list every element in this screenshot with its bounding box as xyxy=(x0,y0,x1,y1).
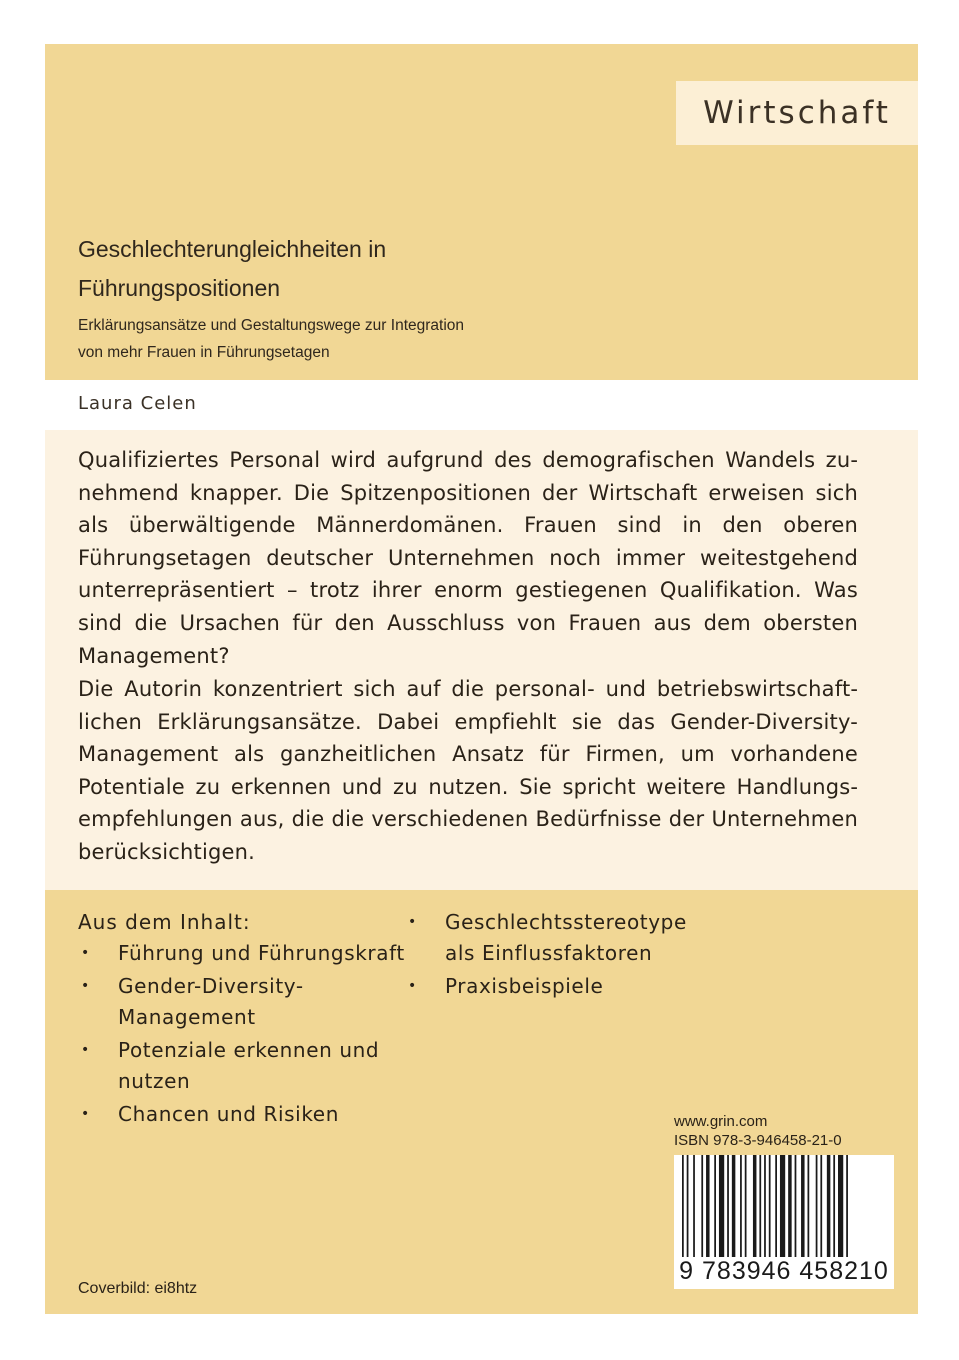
barcode-bar xyxy=(827,1155,831,1263)
barcode-bar xyxy=(745,1155,747,1263)
blurb-paragraph-1: Qualifiziertes Personal wird aufgrund des demografischen Wandels zunehmend knapper. Die Spitzenpositionen der Wirtschaft erweisen sich als überwältigende Männerdomänen. Frauen sind in den oberen Führungsetagen deutscher Unternehmen noch immer weitestgehend unterrepräsentiert – trotz ihrer enorm gestiegenen Qualifikation. Was sind die Ursachen für den Ausschluss von Frauen aus dem obersten Management? xyxy=(78,448,858,668)
barcode-bar xyxy=(764,1155,766,1263)
bullet-icon: • xyxy=(408,978,417,994)
barcode-bar xyxy=(693,1155,695,1263)
barcode-bar xyxy=(780,1155,785,1263)
barcode-bar xyxy=(838,1155,843,1263)
title-line-2: Führungspositionen xyxy=(78,275,281,301)
contents-item xyxy=(78,1035,418,1097)
category-label: Wirtschaft xyxy=(676,81,918,145)
contents-item-text: Praxisbeispiele xyxy=(445,974,604,998)
contents-item-text: Geschlechtsstereotype xyxy=(445,910,687,934)
subtitle-line-1: Erklärungsansätze und Gestaltungswege zur Integration xyxy=(78,317,465,334)
barcode-bar xyxy=(719,1155,724,1263)
book-subtitle xyxy=(78,312,678,366)
cover-credit: Coverbild: ei8htz xyxy=(78,1280,198,1297)
barcode-bar xyxy=(701,1155,703,1263)
publisher-url: www.grin.com xyxy=(674,1113,768,1130)
barcode-bar xyxy=(816,1155,818,1263)
subtitle-line-2: von mehr Frauen in Führungsetagen xyxy=(78,344,330,361)
barcode-bar xyxy=(808,1155,810,1263)
title-block xyxy=(78,230,678,366)
bullet-icon: • xyxy=(81,1106,90,1122)
contents-item-text: Führung und Führungskraft xyxy=(118,941,405,965)
contents-item-text: Potenziale erkennen und xyxy=(118,1038,380,1062)
barcode-digits: 9 783946 458210 xyxy=(674,1257,894,1285)
barcode-bar xyxy=(706,1155,710,1263)
barcode-bar xyxy=(732,1155,736,1263)
isbn-barcode xyxy=(674,1155,894,1289)
contents-item xyxy=(78,938,418,969)
barcode-bar xyxy=(801,1155,805,1263)
contents-item-text: nutzen xyxy=(118,1069,191,1093)
book-title xyxy=(78,230,678,308)
barcode-bar xyxy=(788,1155,792,1263)
contents-item-text: Chancen und Risiken xyxy=(118,1102,339,1126)
barcode-bar xyxy=(769,1155,771,1263)
bullet-icon: • xyxy=(408,914,417,930)
bullet-icon: • xyxy=(81,978,90,994)
bullet-icon: • xyxy=(81,1042,90,1058)
contents-item xyxy=(405,971,725,1002)
barcode-bar xyxy=(795,1155,797,1263)
title-line-1: Geschlechterungleichheiten in xyxy=(78,236,387,262)
book-back-cover xyxy=(45,44,918,1314)
contents-item xyxy=(78,971,418,1033)
contents-item xyxy=(78,1099,418,1130)
contents-item-text: als Einflussfaktoren xyxy=(445,941,653,965)
barcode-bar xyxy=(759,1155,761,1263)
barcode-bar xyxy=(682,1155,684,1263)
barcode-bar xyxy=(775,1155,777,1263)
contents-item xyxy=(405,907,725,969)
contents-list-right xyxy=(405,907,725,1004)
bullet-icon: • xyxy=(81,945,90,961)
contents-item-text: Management xyxy=(118,1005,256,1029)
barcode-bar xyxy=(833,1155,835,1263)
isbn-number: ISBN 978-3-946458-21-0 xyxy=(674,1132,842,1149)
barcode-bar xyxy=(753,1155,757,1263)
author-name: Laura Celen xyxy=(78,393,197,414)
blurb-paragraph-2: Die Autorin konzentriert sich auf die personal- und betriebswirtschaftlichen Erklärungsansätze. Dabei empfiehlt sie das Gender-Diversity-Management als ganzheitlichen Ansatz für Firmen, um vorhandene Potentiale zu erkennen und zu nutzen. Sie spricht weitere Handlungsempfehlungen aus, die die verschiedenen Bedürfnisse der Unternehmen berücksichtigen. xyxy=(78,677,858,864)
barcode-bars xyxy=(674,1155,894,1263)
barcode-bar xyxy=(687,1155,689,1263)
contents-list-left xyxy=(78,938,418,1132)
barcode-bar xyxy=(727,1155,729,1263)
blurb-panel xyxy=(45,430,918,890)
barcode-bar xyxy=(714,1155,716,1263)
contents-item-text: Gender-Diversity- xyxy=(118,974,304,998)
author-strip xyxy=(45,380,918,430)
contents-heading: Aus dem Inhalt: xyxy=(78,910,251,934)
barcode-bar xyxy=(820,1155,822,1263)
barcode-bar xyxy=(846,1155,848,1263)
barcode-bar xyxy=(740,1155,742,1263)
